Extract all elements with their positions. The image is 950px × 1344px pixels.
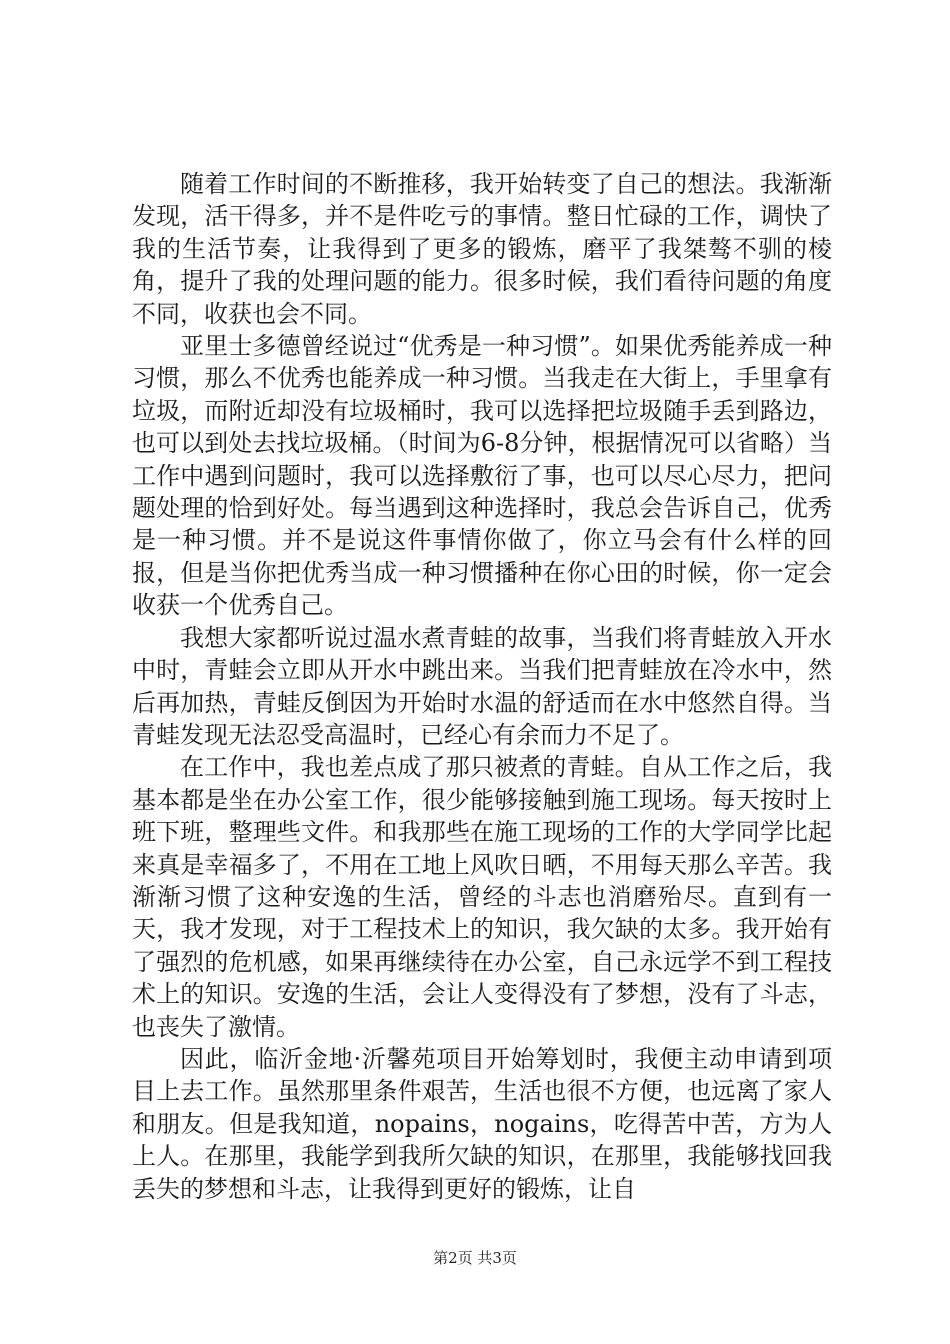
paragraph-4: 在工作中，我也差点成了那只被煮的青蛙。自从工作之后，我基本都是坐在办公室工作，很少能够接触到施工现场。每天按时上班下班，整理些文件。和我那些在施工现场的工作的大学同学比起来真是幸福多了，不用在工地上风吹日晒，不用每天那么辛苦。我渐渐习惯了这种安逸的生活，曾经的斗志也消磨殆尽。直到有一天，我才发现，对于工程技术上的知识，我欠缺的太多。我开始有了强烈的危机感，如果再继续待在办公室，自己永远学不到工程技术上的知识。安逸的生活，会让人变得没有了梦想，没有了斗志，也丧失了激情。 [132, 753, 832, 1041]
paragraph-3: 我想大家都听说过温水煮青蛙的故事，当我们将青蛙放入开水中时，青蛙会立即从开水中跳出来。当我们把青蛙放在冷水中，然后再加热，青蛙反倒因为开始时水温的舒适而在水中悠然自得。当青蛙发现无法忍受高温时，已经心有余而力不足了。 [132, 623, 832, 749]
paragraph-5: 因此，临沂金地·沂馨苑项目开始筹划时，我便主动申请到项目上去工作。虽然那里条件艰苦，生活也很不方便，也远离了家人和朋友。但是我知道，nopains，nogains，吃得苦中苦，方为人上人。在那里，我能学到我所欠缺的知识，在那里，我能够找回我丢失的梦想和斗志，让我得到更好的锻炼，让自 [132, 1044, 832, 1203]
paragraph-1: 随着工作时间的不断推移，我开始转变了自己的想法。我渐渐发现，活干得多，并不是件吃亏的事情。整日忙碌的工作，调快了我的生活节奏，让我得到了更多的锻炼，磨平了我桀骜不驯的棱角，提升了我的处理问题的能力。很多时候，我们看待问题的角度不同，收获也会不同。 [132, 170, 832, 328]
page-footer: 第2页 共3页 [433, 1249, 517, 1267]
paragraph-2: 亚里士多德曾经说过“优秀是一种习惯”。如果优秀能养成一种习惯，那么不优秀也能养成一种习惯。当我走在大街上，手里拿有垃圾，而附近却没有垃圾桶时，我可以选择把垃圾随手丢到路边，也可以到处去找垃圾桶。（时间为6-8分钟，根据情况可以省略）当工作中遇到问题时，我可以选择敷衍了事，也可以尽心尽力，把问题处理的恰到好处。每当遇到这种选择时，我总会告诉自己，优秀是一种习惯。并不是说这件事情你做了，你立马会有什么样的回报，但是当你把优秀当成一种习惯播种在你心田的时候，你一定会收获一个优秀自己。 [132, 332, 832, 620]
document-body [132, 168, 832, 1205]
